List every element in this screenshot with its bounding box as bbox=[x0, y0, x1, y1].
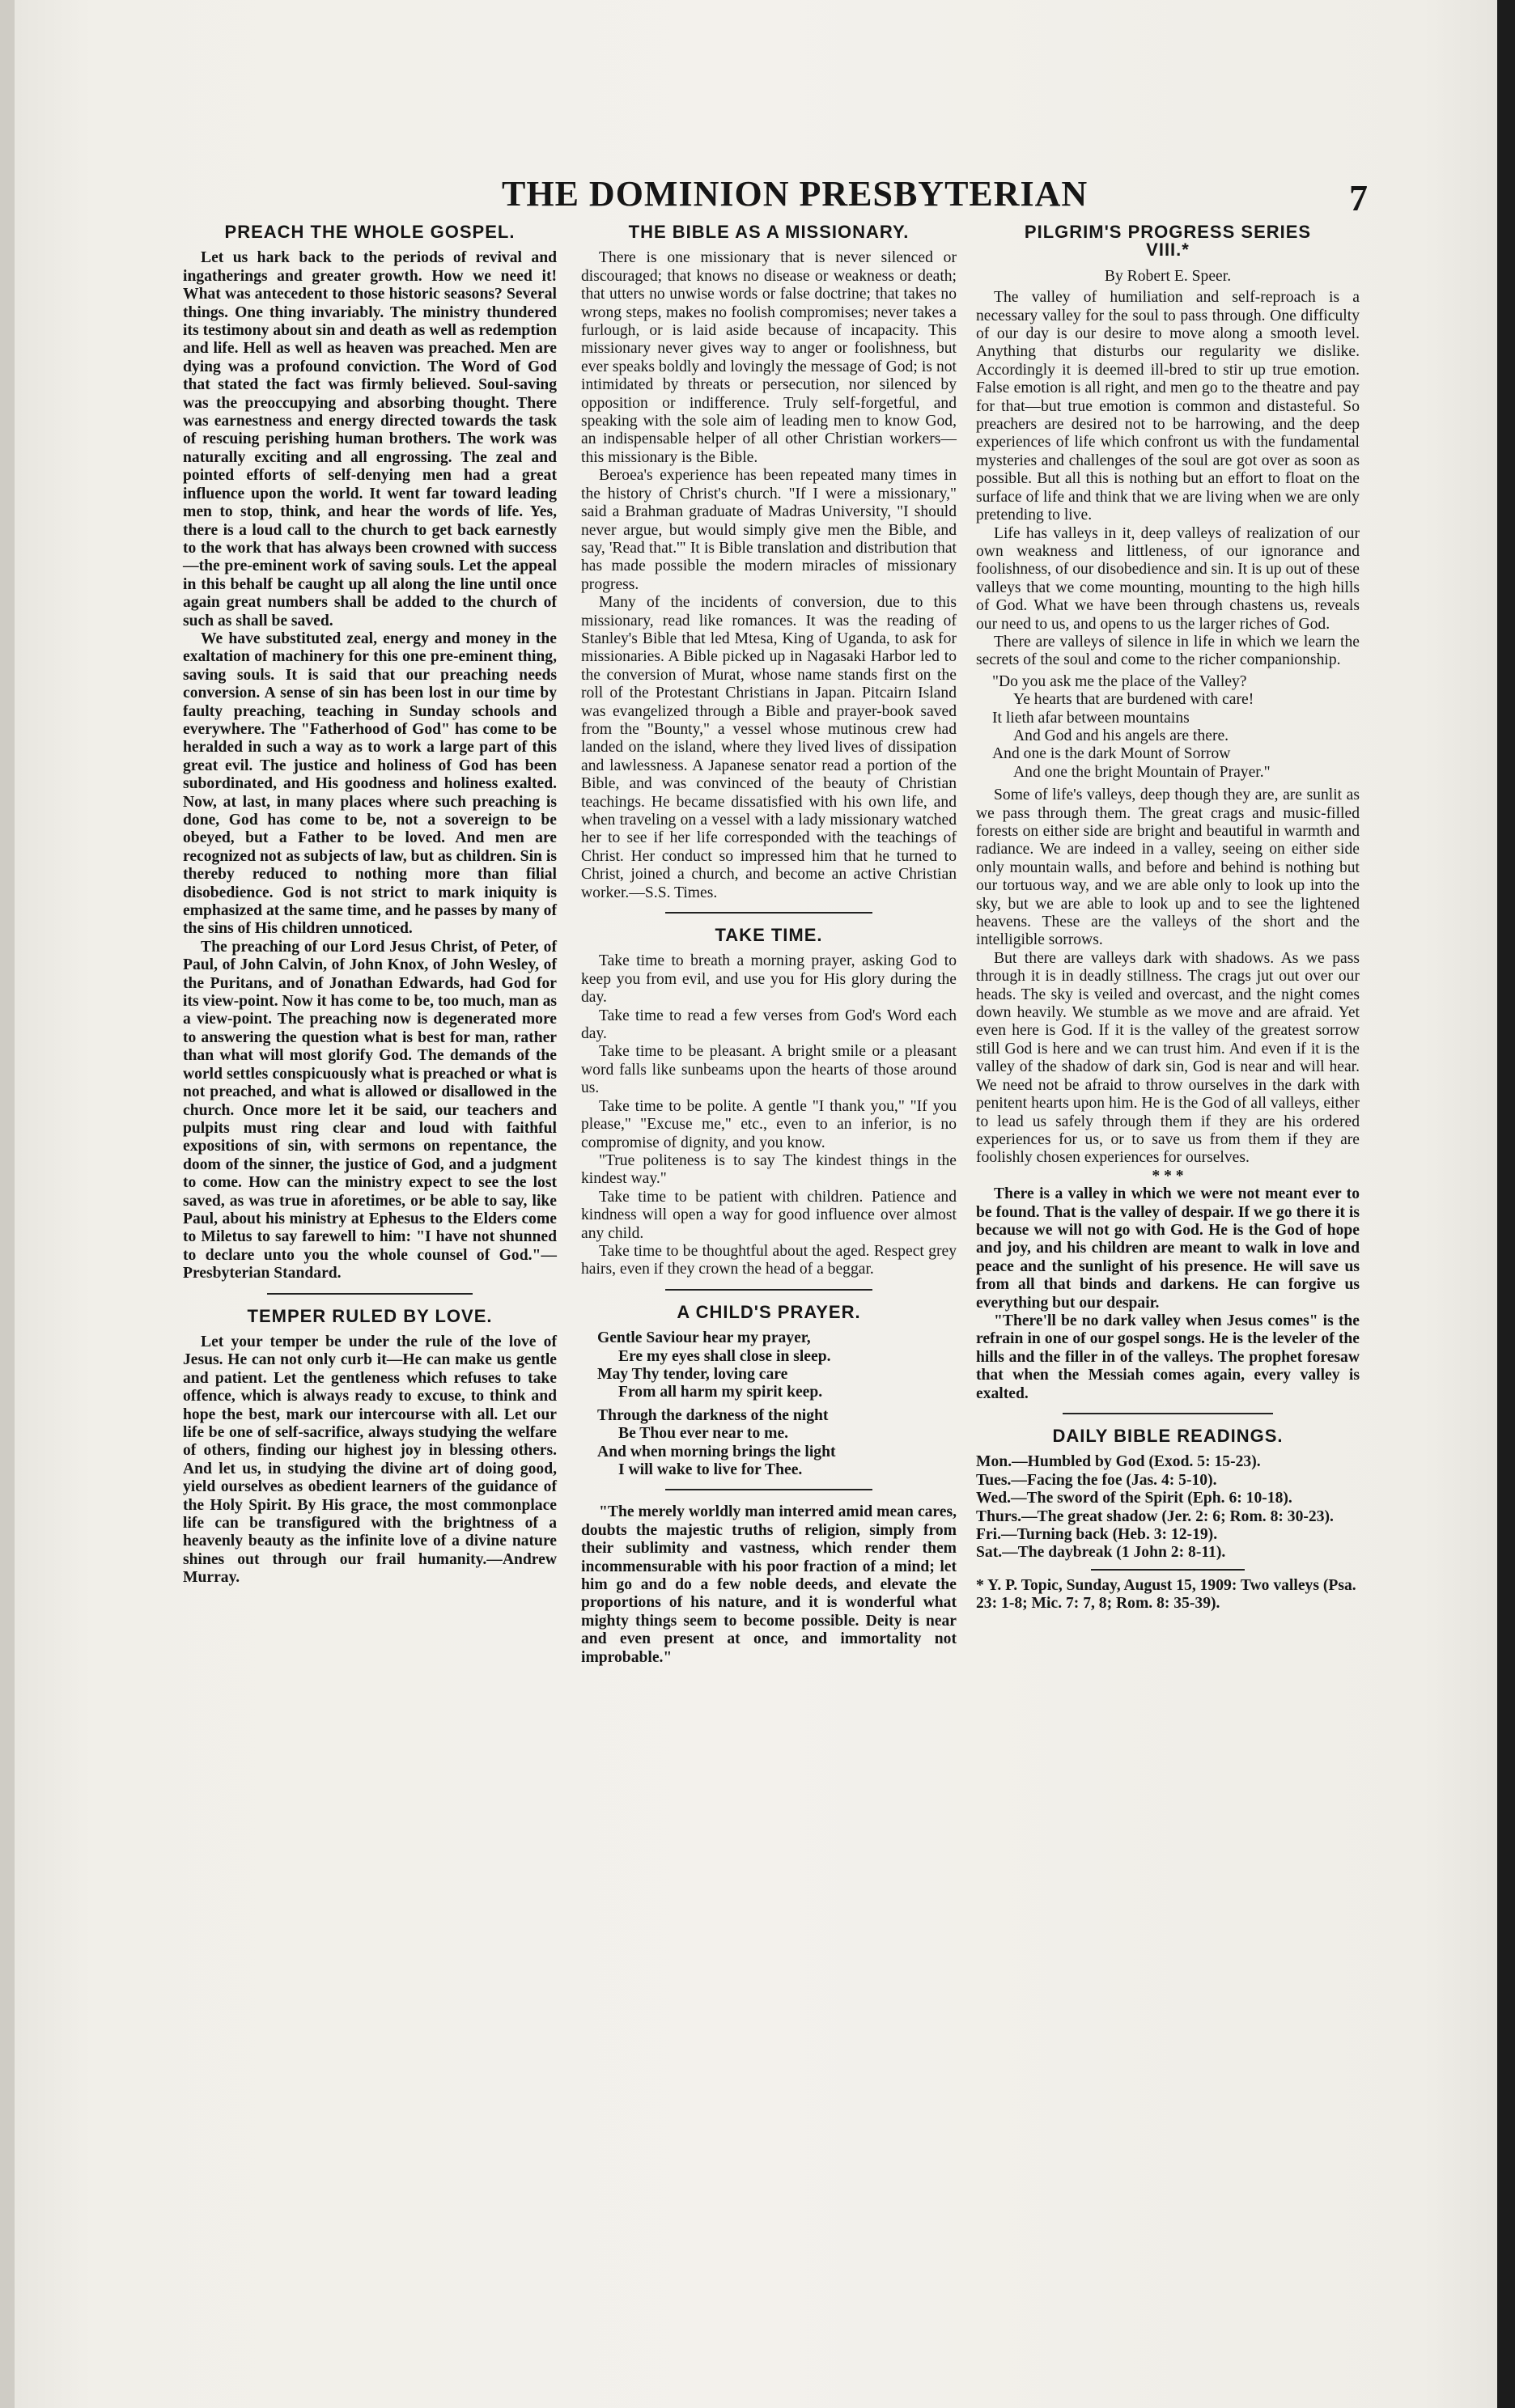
article-title: THE BIBLE AS A MISSIONARY. bbox=[628, 222, 910, 242]
article-paragraph: Beroea's experience has been repeated many times in the history of Christ's church. "If I were a missionary," said a Brahman graduate of Madras University, "I should never argue, but would simply give men the Bible, and say, 'Read that.'" It is Bible translation and distribution that has made possible the modern miracles of missionary progress. bbox=[581, 467, 957, 593]
poem-line: And God and his angels are there. bbox=[1013, 727, 1229, 744]
article-paragraph: But there are valleys dark with shadows. As we pass through it is in deadly stillness. The crags jut out over our heads. The sky is veiled and overcast, and the night comes down heavily. We stumble as we move and are afraid. Yet even here is God. If it is the valley of the greatest sorrow still God is here and we can trust him. And even if it is the valley of the shadow of dark sin, God is near and will hear. We need not be afraid to throw ourselves in the dark with penitent hearts upon him. He is the God of all valleys, either to lead us safely through them if they are his ordered experiences for us, or to save us from them if they are foolishly chosen experiences for ourselves. bbox=[976, 949, 1360, 1167]
article-paragraph: Take time to read a few verses from God's Word each day. bbox=[581, 1007, 957, 1043]
reading-entry: Wed.—The sword of the Spirit (Eph. 6: 10-18). bbox=[976, 1490, 1292, 1507]
poem-line: Through the darkness of the night bbox=[597, 1406, 829, 1424]
byline: By Robert E. Speer. bbox=[1104, 267, 1232, 285]
article-paragraph: "True politeness is to say The kindest things in the kindest way." bbox=[581, 1151, 957, 1188]
column-1 bbox=[183, 218, 557, 1588]
poem-line: Ere my eyes shall close in sleep. bbox=[618, 1347, 831, 1365]
poem-line: And when morning brings the light bbox=[597, 1443, 836, 1460]
poem-line: Ye hearts that are burdened with care! bbox=[1013, 691, 1254, 709]
article-title: PILGRIM'S PROGRESS SERIES bbox=[1024, 222, 1312, 242]
poem-line: Gentle Saviour hear my prayer, bbox=[597, 1329, 811, 1347]
article-title: TEMPER RULED BY LOVE. bbox=[247, 1305, 493, 1326]
page-number: 7 bbox=[1349, 177, 1368, 218]
page-left-edge bbox=[0, 0, 15, 2408]
article-paragraph: The preaching of our Lord Jesus Christ, of Peter, of Paul, of John Calvin, of John Knox, of John Wesley, of the Puritans, and of Jonathan Edwards, had God for its view-point. Now it has come to be, too much, man as a view-point. The preaching now is degenerated more to answering the question what is best for man, rather than what will most glorify God. The demands of the world settles conspicuously what is preached or what is not preached, and what is allowed or disallowed in the church. Once more let it be said, our teachers and pulpits must ring clear and loud with faithful expositions of sin, with sermons on repentance, the doom of the sinner, the justice of God, and a judgment to come. How can the ministry expect to see the lost saved, as was true in aforetimes, or be able to say, like Paul, about his ministry at Ephesus to the Elders come to Miletus to say farewell to him: "I have not shunned to declare unto you the whole counsel of God."—Presbyterian Standard. bbox=[183, 938, 557, 1282]
article-paragraph: Many of the incidents of conversion, due to this missionary, read like romances. It was the reading of Stanley's Bible that led Mtesa, King of Uganda, to ask for missionaries. A Bible picked up in Nagasaki Harbor led to the conversion of Murat, whose name stands first on the roll of the Protestant Christians in Japan. Pitcairn Island was evangelized through a Bible and prayer-book saved from the "Bounty," a vessel whose mutinous crew had landed on the island, where they lived lives of dissipation and lawlessness. A Japanese senator read a portion of the Bible, and was convinced of the beauty of Christian teachings. He became dissatisfied with his own life, and when traveling on a vessel with a lady missionary watched her to see if her life corresponded with the teachings of Christ. Her conduct so impressed him that he turned to Christ, joined a church, and become an active Christian worker.—S.S. Times. bbox=[581, 594, 957, 901]
poem-line: And one the bright Mountain of Prayer." bbox=[1013, 763, 1271, 781]
column-2 bbox=[581, 218, 957, 1667]
section-divider bbox=[665, 1289, 872, 1291]
section-stars: * * * bbox=[1152, 1167, 1184, 1185]
article-paragraph: Take time to breath a morning prayer, asking God to keep you from evil, and use you for His glory during the day. bbox=[581, 952, 957, 1007]
article-paragraph: Take time to be thoughtful about the aged. Respect grey hairs, even if they crown the head of a beggar. bbox=[581, 1242, 957, 1278]
article-paragraph: "The merely worldly man interred amid mean cares, doubts the majestic truths of religion, simply from their sublimity and vastness, which render them incommensurable with his poor fraction of a mind; let him go and do a few noble deeds, and elevate the proportions of his nature, and it is wonderful what mighty things seem to become possible. Deity is near and even present at once, and immortality not improbable." bbox=[581, 1503, 957, 1666]
article-paragraph: Let us hark back to the periods of revival and ingatherings and greater growth. How we need it! What was antecedent to those historic seasons? Several things. One thing invariably. The ministry thundered its testimony about sin and death as well as redemption and life. Hell as well as heaven was preached. Men are dying was a profound conviction. The Word of God that stated the fact was firmly believed. Soul-saving was the preoccupying and absorbing thought. There was earnestness and energy directed towards the task of rescuing perishing human brothers. The work was naturally exciting and all engrossing. The zeal and pointed efforts of self-denying men had a great influence upon the world. It went far toward leading men to stop, think, and hear the words of life. Yes, there is a loud call to the church to get back earnestly to the work that has always been crowned with success—the pre-eminent work of saving souls. Let the appeal in this behalf be caught up all along the line until once again great numbers shall be added to the church of such as shall be saved. bbox=[183, 249, 557, 630]
poem-line: Be Thou ever near to me. bbox=[618, 1425, 789, 1443]
article-title: PREACH THE WHOLE GOSPEL. bbox=[224, 222, 516, 242]
article-paragraph: Take time to be pleasant. A bright smile or a pleasant word falls like sunbeams upon the hearts of those around us. bbox=[581, 1043, 957, 1097]
reading-entry: Tues.—Facing the foe (Jas. 4: 5-10). bbox=[976, 1471, 1217, 1489]
reading-entry: Thurs.—The great shadow (Jer. 2: 6; Rom. 8: 30-23). bbox=[976, 1507, 1334, 1525]
section-divider bbox=[1063, 1413, 1274, 1414]
section-divider bbox=[665, 1489, 872, 1490]
article-title-subline: VIII.* bbox=[1146, 240, 1190, 261]
article-paragraph: Take time to be polite. A gentle "I thank you," "If you please," "Excuse me," etc., even to an inferior, is no compromise of dignity, and you know. bbox=[581, 1097, 957, 1151]
reading-entry: Mon.—Humbled by God (Exod. 5: 15-23). bbox=[976, 1453, 1261, 1471]
section-divider bbox=[665, 912, 872, 914]
reading-entry: Sat.—The daybreak (1 John 2: 8-11). bbox=[976, 1544, 1226, 1562]
reading-entry: Fri.—Turning back (Heb. 3: 12-19). bbox=[976, 1526, 1218, 1544]
poem-line: It lieth afar between mountains bbox=[992, 709, 1190, 727]
article-paragraph: Take time to be patient with children. Patience and kindness will open a way for good influence over almost any child. bbox=[581, 1188, 957, 1242]
poem-line: "Do you ask me the place of the Valley? bbox=[992, 672, 1247, 690]
section-divider bbox=[267, 1293, 473, 1295]
readings-list bbox=[976, 1453, 1360, 1562]
poem-line: May Thy tender, loving care bbox=[597, 1365, 788, 1383]
article-paragraph: The valley of humiliation and self-reproach is a necessary valley for the soul to pass through. One difficulty of our day is our desire to move along a smooth level. Anything that disturbs our regularity we dislike. Accordingly it is deemed ill-bred to stir up true emotion. False emotion is all right, and men go to the theatre and pay for that—but true emotion is common and distasteful. So preachers are desired not to be harrowing, and the deep experiences of life which confront us with the fundamental mysteries and challenges of the soul are got over as soon as possible. But all this is nothing but an effort to float on the surface of life and think that we are living when we are only pretending to live. bbox=[976, 289, 1360, 524]
article-paragraph: There is a valley in which we were not meant ever to be found. That is the valley of despair. If we go there it is because we will not go with God. He is the God of hope and joy, and his children are meant to walk in love and peace and the sunlight of his presence. He will save us from all that binds and darkens. He can forgive us everything but our despair. bbox=[976, 1185, 1360, 1312]
article-paragraph: There are valleys of silence in life in which we learn the secrets of the soul and come to the richer companionship. bbox=[976, 633, 1360, 669]
poem-line: From all harm my spirit keep. bbox=[618, 1384, 823, 1401]
article-title: DAILY BIBLE READINGS. bbox=[1052, 1426, 1284, 1446]
poem-quote bbox=[976, 673, 1360, 782]
poem-stanza bbox=[581, 1329, 957, 1402]
article-paragraph: Life has valleys in it, deep valleys of realization of our own weakness and littleness, of our ignorance and foolishness, of our disobedience and sin. It is up out of these valleys that we come mounting, mounting to the high hills of God. What we have been through chastens us, reveals our need to us, and opens to us the larger riches of God. bbox=[976, 524, 1360, 633]
article-paragraph: Some of life's valleys, deep though they are, are sunlit as we pass through them. The great crags and music-filled forests on either side are bright and beautiful in warmth and radiance. We are indeed in a valley, seeing on either side only mountain walls, and before and behind is nothing but our tortuous way, and we are able only to look up into the sky, but we are able to look up and to see the lightened heavens. These are the valleys of the short and the intelligible sorrows. bbox=[976, 786, 1360, 949]
article-paragraph: "There'll be no dark valley when Jesus comes" is the refrain in one of our gospel songs. He is the leveler of the hills and the filler in of the valleys. The prophet foresaw that when the Messiah comes again, every valley is exalted. bbox=[976, 1312, 1360, 1402]
article-paragraph: We have substituted zeal, energy and money in the exaltation of machinery for this one pre-eminent thing, saving souls. It is said that our preaching needs conversion. A sense of sin has been lost in our time by faulty preaching, teaching in Sunday schools and everywhere. The "Fatherhood of God" has come to be heralded in such a way as to work a large part of this great evil. The justice and holiness of God has been subordinated, and His goodness and holiness exalted. Now, at last, in many places where such preaching is done, God has come to be, not a sovereign to be obeyed, but a Father to be loved. And men are recognized not as subjects of law, but as children. Sin is thereby reduced to nothing more than filial disobedience. God is not strict to mark iniquity is emphasized at the same time, and he passes by many of the sins of His children unnoticed. bbox=[183, 630, 557, 938]
running-title: THE DOMINION PRESBYTERIAN bbox=[502, 174, 1089, 214]
footnote: * Y. P. Topic, Sunday, August 15, 1909: Two valleys (Psa. 23: 1-8; Mic. 7: 7, 8; Rom. 8: 35-39). bbox=[976, 1576, 1356, 1613]
poem-line: I will wake to live for Thee. bbox=[618, 1461, 803, 1478]
article-paragraph: There is one missionary that is never silenced or discouraged; that knows no disease or weakness or death; that utters no unwise words or false doctrine; that takes no wrong steps, makes no foolish compromises; never takes a furlough, or is laid aside because of incapacity. This missionary never gives way to anger or foolishness, but ever speaks boldly and lovingly the message of God; is not intimidated by threats or persecution, nor silenced by opposition or indifference. Truly self-forgetful, and speaking with the sole aim of leading men to know God, an indispensable helper of all other Christian workers—this missionary is the Bible. bbox=[581, 249, 957, 466]
article-title: A CHILD'S PRAYER. bbox=[677, 1301, 861, 1322]
poem-stanza bbox=[581, 1407, 957, 1480]
column-3 bbox=[976, 218, 1360, 1613]
article-title: TAKE TIME. bbox=[715, 925, 823, 946]
footnote-divider bbox=[1091, 1569, 1245, 1571]
page-right-edge bbox=[1497, 0, 1515, 2408]
article-paragraph: Let your temper be under the rule of the love of Jesus. He can not only curb it—He can make us gentle and patient. Let the gentleness which refuses to take offence, which is always ready to excuse, to think and hope the best, mark our intercourse with all. Let our life be one of self-sacrifice, always studying the welfare of others, finding our highest joy in blessing others. And let us, in studying the divine art of doing good, yield ourselves as obedient learners of the guidance of the Holy Spirit. By His grace, the most commonplace life can be transfigured with the brightness of a heavenly beauty as the infinite love of a divine nature shines out through our frail humanity.—Andrew Murray. bbox=[183, 1333, 557, 1587]
poem-line: And one is the dark Mount of Sorrow bbox=[992, 745, 1231, 763]
